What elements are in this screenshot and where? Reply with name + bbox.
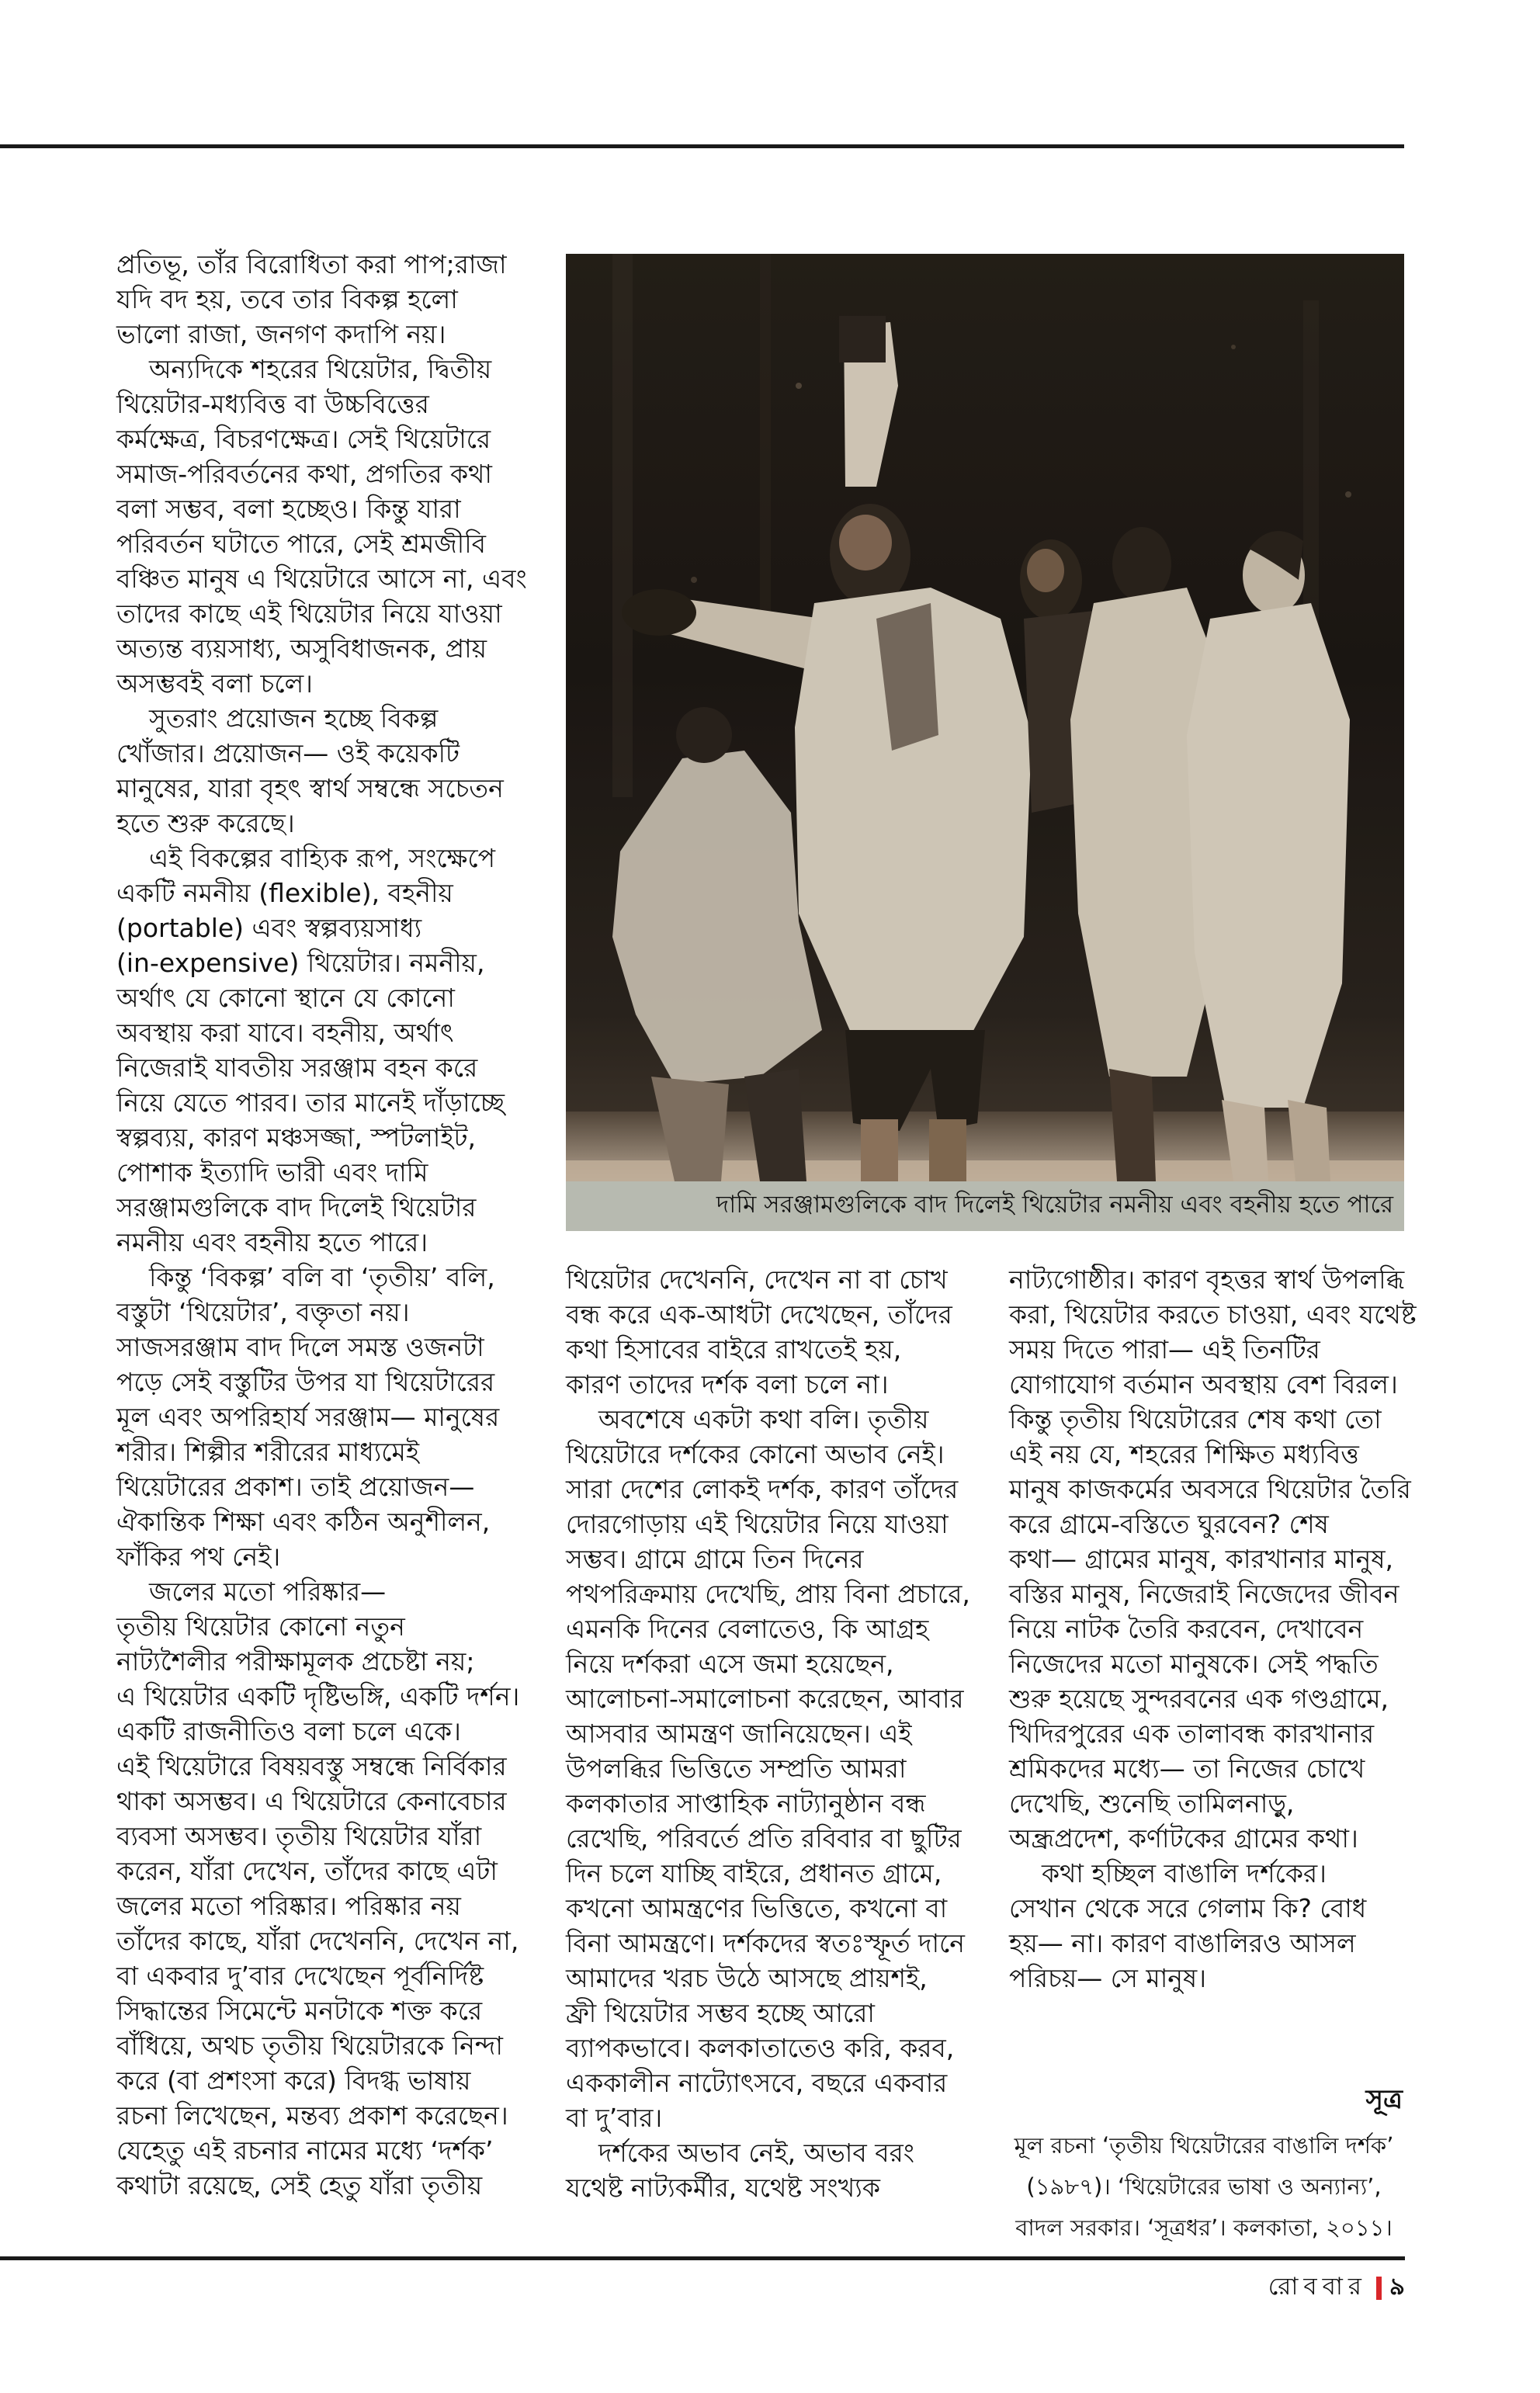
text-line: থিয়েটারে দর্শকের কোনো অভাব নেই। xyxy=(566,1439,945,1469)
text-line: বা দু’বার। xyxy=(566,2103,663,2133)
text-line: নিয়ে যেতে পারব। তার মানেই দাঁড়াচ্ছে xyxy=(116,1087,505,1118)
red-divider-bar xyxy=(1376,2277,1382,2300)
text-line: বস্তির মানুষ, নিজেরাই নিজেদের জীবন xyxy=(1009,1579,1400,1609)
text-line: স্বল্পব্যয়, কারণ মঞ্চসজ্জা, স্পটলাইট, xyxy=(116,1122,477,1153)
text-line: তৃতীয় থিয়েটার কোনো নতুন xyxy=(116,1611,405,1642)
text-line: রেখেছি, পরিবর্তে প্রতি রবিবার বা ছুটির xyxy=(566,1823,962,1854)
text-line: এককালীন নাট্যোৎসবে, বছরে একবার xyxy=(566,2068,948,2098)
text-line: ব্যাপকভাবে। কলকাতাতেও করি, করব, xyxy=(566,2033,955,2063)
text-line: ফ্রী থিয়েটার সম্ভব হচ্ছে আরো xyxy=(566,1998,875,2028)
top-rule xyxy=(0,144,1404,148)
text-line: সময় দিতে পারা— এই তিনটির xyxy=(1009,1334,1320,1365)
stage-photo xyxy=(566,254,1404,1181)
text-line: অবস্থায় করা যাবে। বহনীয়, অর্থাৎ xyxy=(116,1018,454,1048)
text-line: বা একবার দু’বার দেখেছেন পূর্বনির্দিষ্ট xyxy=(116,1961,484,1991)
text-line: নাট্যশৈলীর পরীক্ষামূলক প্রচেষ্টা নয়; xyxy=(116,1646,475,1677)
text-line: ঐকান্তিক শিক্ষা এবং কঠিন অনুশীলন, xyxy=(116,1507,491,1537)
text-line: বিনা আমন্ত্রণে। দর্শকদের স্বতঃস্ফূর্ত দানে xyxy=(566,1928,966,1958)
text-line: তাঁদের কাছে, যাঁরা দেখেননি, দেখেন না, xyxy=(116,1926,519,1956)
text-line: বাঁধিয়ে, অথচ তৃতীয় থিয়েটারকে নিন্দা xyxy=(116,2031,503,2061)
text-line: অসম্ভবই বলা চলে। xyxy=(116,668,313,699)
source-block xyxy=(1005,2080,1403,2249)
text-line: পরিবর্তন ঘটাতে পারে, সেই শ্রমজীবি xyxy=(116,529,487,559)
text-line: মূল রচনা ‘তৃতীয় থিয়েটারের বাঙালি দর্শক’ xyxy=(1014,2132,1394,2159)
text-line: সমাজ-পরিবর্তনের কথা, প্রগতির কথা xyxy=(116,459,492,489)
text-line: অবশেষে একটা কথা বলি। তৃতীয় xyxy=(566,1404,929,1434)
article-column-left xyxy=(116,247,527,2203)
text-line: সম্ভব। গ্রামে গ্রামে তিন দিনের xyxy=(566,1544,864,1574)
text-line: অত্যন্ত ব্যয়সাধ্য, অসুবিধাজনক, প্রায় xyxy=(116,633,487,664)
text-line: নিয়ে দর্শকরা এসে জমা হয়েছেন, xyxy=(566,1649,894,1679)
text-line: শরীর। শিল্পীর শরীরের মাধ্যমেই xyxy=(116,1437,420,1467)
text-line: বস্তুটা ‘থিয়েটার’, বক্তৃতা নয়। xyxy=(116,1297,410,1327)
text-line: জলের মতো পরিষ্কার— xyxy=(116,1576,387,1607)
text-line: সিদ্ধান্তের সিমেন্টে মনটাকে শক্ত করে xyxy=(116,1996,483,2026)
text-line: দিন চলে যাচ্ছি বাইরে, প্রধানত গ্রামে, xyxy=(566,1858,942,1888)
text-line: শুরু হয়েছে সুন্দরবনের এক গণ্ডগ্রামে, xyxy=(1009,1684,1389,1714)
text-line: এমনকি দিনের বেলাতেও, কি আগ্রহ xyxy=(566,1614,929,1644)
text-line: রচনা লিখেছেন, মন্তব্য প্রকাশ করেছেন। xyxy=(116,2100,508,2131)
stage-photo-art xyxy=(566,254,1404,1181)
text-line: (portable) এবং স্বল্পব্যয়সাধ্য xyxy=(116,913,422,943)
text-line: কথাটা রয়েছে, সেই হেতু যাঁরা তৃতীয় xyxy=(116,2170,483,2201)
article-column-middle xyxy=(566,1262,971,2205)
text-line: কখনো আমন্ত্রণের ভিত্তিতে, কখনো বা xyxy=(566,1893,948,1923)
text-line: যোগাযোগ বর্তমান অবস্থায় বেশ বিরল। xyxy=(1009,1369,1398,1399)
text-line: সেখান থেকে সরে গেলাম কি? বোধ xyxy=(1009,1893,1367,1923)
text-line: দর্শকের অভাব নেই, অভাব বরং xyxy=(566,2138,914,2168)
text-line: বন্ধ করে এক-আধটা দেখেছেন, তাঁদের xyxy=(566,1299,952,1330)
text-line: করা, থিয়েটার করতে চাওয়া, এবং যথেষ্ট xyxy=(1009,1299,1417,1330)
text-line: অন্যদিকে শহরের থিয়েটার, দ্বিতীয় xyxy=(116,354,492,384)
text-line: পোশাক ইত্যাদি ভারী এবং দামি xyxy=(116,1157,428,1188)
text-line: এ থিয়েটার একটি দৃষ্টিভঙ্গি, একটি দর্শন। xyxy=(116,1681,520,1712)
text-line: কিন্তু তৃতীয় থিয়েটারের শেষ কথা তো xyxy=(1009,1404,1382,1434)
text-line: বলা সম্ভব, বলা হচ্ছেও। কিন্তু যারা xyxy=(116,494,461,524)
text-line: একটি রাজনীতিও বলা চলে একে। xyxy=(116,1716,461,1746)
footer-rule xyxy=(0,2256,1405,2260)
text-line: (in-expensive) থিয়েটার। নমনীয়, xyxy=(116,948,485,978)
page-number: ৯ xyxy=(1389,2273,1405,2301)
magazine-name: রোববার xyxy=(1268,2273,1367,2301)
text-line: থিয়েটার দেখেননি, দেখেন না বা চোখ xyxy=(566,1264,948,1295)
text-line: পরিচয়— সে মানুষ। xyxy=(1009,1963,1206,1993)
text-line: হতে শুরু করেছে। xyxy=(116,808,295,838)
text-line: সরঞ্জামগুলিকে বাদ দিলেই থিয়েটার xyxy=(116,1192,477,1223)
text-line: মানুষ কাজকর্মের অবসরে থিয়েটার তৈরি xyxy=(1009,1474,1411,1504)
text-line: সারা দেশের লোকই দর্শক, কারণ তাঁদের xyxy=(566,1474,959,1504)
text-line: কর্মক্ষেত্র, বিচরণক্ষেত্র। সেই থিয়েটারে xyxy=(116,424,491,454)
text-line: সুতরাং প্রয়োজন হচ্ছে বিকল্প xyxy=(116,703,439,734)
photo-caption-bar xyxy=(566,1181,1404,1231)
text-line: যথেষ্ট নাট্যকর্মীর, যথেষ্ট সংখ্যক xyxy=(566,2173,880,2203)
text-line: অর্থাৎ যে কোনো স্থানে যে কোনো xyxy=(116,983,455,1013)
text-line: থিয়েটারের প্রকাশ। তাই প্রয়োজন— xyxy=(116,1472,475,1502)
text-line: শ্রমিকদের মধ্যে— তা নিজের চোখে xyxy=(1009,1753,1365,1784)
text-line: কিন্তু ‘বিকল্প’ বলি বা ‘তৃতীয়’ বলি, xyxy=(116,1262,495,1292)
text-line: নাট্যগোষ্ঠীর। কারণ বৃহত্তর স্বার্থ উপলব্ধি xyxy=(1009,1264,1405,1295)
text-line: জলের মতো পরিষ্কার। পরিষ্কার নয় xyxy=(116,1891,461,1921)
text-line: কথা হচ্ছিল বাঙালি দর্শকের। xyxy=(1009,1858,1327,1888)
text-line: থাকা অসম্ভব। এ থিয়েটারে কেনাবেচার xyxy=(116,1786,507,1816)
text-line: করেন, যাঁরা দেখেন, তাঁদের কাছে এটা xyxy=(116,1856,498,1886)
text-line: বাদল সরকার। ‘সূত্রধর’। কলকাতা, ২০১১। xyxy=(1015,2214,1393,2241)
text-line: সাজসরঞ্জাম বাদ দিলে সমস্ত ওজনটা xyxy=(116,1332,484,1362)
text-line: ফাঁকির পথ নেই। xyxy=(116,1542,281,1572)
source-lines xyxy=(1005,2125,1403,2249)
text-line: দোরগোড়ায় এই থিয়েটার নিয়ে যাওয়া xyxy=(566,1509,949,1539)
text-line: আলোচনা-সমালোচনা করেছেন, আবার xyxy=(566,1684,964,1714)
text-line: বঞ্চিত মানুষ এ থিয়েটারে আসে না, এবং xyxy=(116,564,527,594)
text-line: উপলব্ধির ভিত্তিতে সম্প্রতি আমরা xyxy=(566,1753,907,1784)
text-line: ব্যবসা অসম্ভব। তৃতীয় থিয়েটার যাঁরা xyxy=(116,1821,482,1851)
text-line: নমনীয় এবং বহনীয় হতে পারে। xyxy=(116,1227,428,1257)
article-column-right xyxy=(1009,1262,1417,1996)
text-line: দেখেছি, শুনেছি তামিলনাড়ু, xyxy=(1009,1788,1295,1819)
text-line: নিজেরাই যাবতীয় সরঞ্জাম বহন করে xyxy=(116,1053,478,1083)
text-line: তাদের কাছে এই থিয়েটার নিয়ে যাওয়া xyxy=(116,598,502,629)
text-line: আমাদের খরচ উঠে আসছে প্রায়শই, xyxy=(566,1963,928,1993)
text-line: অন্ধ্রপ্রদেশ, কর্ণাটকের গ্রামের কথা। xyxy=(1009,1823,1358,1854)
text-line: আসবার আমন্ত্রণ জানিয়েছেন। এই xyxy=(566,1718,912,1749)
text-line: এই বিকল্পের বাহ্যিক রূপ, সংক্ষেপে xyxy=(116,843,496,873)
text-line: নিয়ে নাটক তৈরি করবেন, দেখাবেন xyxy=(1009,1614,1364,1644)
text-line: কারণ তাদের দর্শক বলা চলে না। xyxy=(566,1369,889,1399)
text-line: করে গ্রামে-বস্তিতে ঘুরবেন? শেষ xyxy=(1009,1509,1329,1539)
text-line: কথা— গ্রামের মানুষ, কারখানার মানুষ, xyxy=(1009,1544,1394,1574)
text-line: (১৯৮৭)। ‘থিয়েটারের ভাষা ও অন্যান্য’, xyxy=(1026,2173,1382,2200)
text-line: প্রতিভূ, তাঁর বিরোধিতা করা পাপ;রাজা xyxy=(116,249,507,279)
text-line: যদি বদ হয়, তবে তার বিকল্প হলো xyxy=(116,284,458,314)
text-line: যেহেতু এই রচনার নামের মধ্যে ‘দর্শক’ xyxy=(116,2135,494,2166)
text-line: খিদিরপুরের এক তালাবন্ধ কারখানার xyxy=(1009,1718,1375,1749)
text-line: কথা হিসাবের বাইরে রাখতেই হয়, xyxy=(566,1334,902,1365)
text-line: ভালো রাজা, জনগণ কদাপি নয়। xyxy=(116,319,446,349)
text-line: করে (বা প্রশংসা করে) বিদগ্ধ ভাষায় xyxy=(116,2065,471,2096)
text-line: মূল এবং অপরিহার্য সরঞ্জাম— মানুষের xyxy=(116,1402,500,1432)
source-heading: সূত্র xyxy=(1365,2084,1403,2115)
text-line: এই থিয়েটারে বিষয়বস্তু সম্বন্ধে নির্বিকার xyxy=(116,1751,507,1781)
text-line: পড়ে সেই বস্তুটির উপর যা থিয়েটারের xyxy=(116,1367,495,1397)
text-line: হয়— না। কারণ বাঙালিরও আসল xyxy=(1009,1928,1356,1958)
text-line: পথপরিক্রমায় দেখেছি, প্রায় বিনা প্রচারে, xyxy=(566,1579,970,1609)
text-line: মানুষের, যারা বৃহৎ স্বার্থ সম্বন্ধে সচেতন xyxy=(116,773,504,803)
photo-caption: দামি সরঞ্জামগুলিকে বাদ দিলেই থিয়েটার নমনীয় এবং বহনীয় হতে পারে xyxy=(716,1191,1393,1219)
text-line: খোঁজার। প্রয়োজন— ওই কয়েকটি xyxy=(116,738,460,768)
text-line: থিয়েটার-মধ্যবিত্ত বা উচ্চবিত্তের xyxy=(116,389,429,419)
page-footer xyxy=(0,2268,1405,2308)
text-line: এই নয় যে, শহরের শিক্ষিত মধ্যবিত্ত xyxy=(1009,1439,1359,1469)
text-line: একটি নমনীয় (flexible), বহনীয় xyxy=(116,878,453,908)
text-line: কলকাতার সাপ্তাহিক নাট্যানুষ্ঠান বন্ধ xyxy=(566,1788,926,1819)
text-line: নিজেদের মতো মানুষকে। সেই পদ্ধতি xyxy=(1009,1649,1379,1679)
